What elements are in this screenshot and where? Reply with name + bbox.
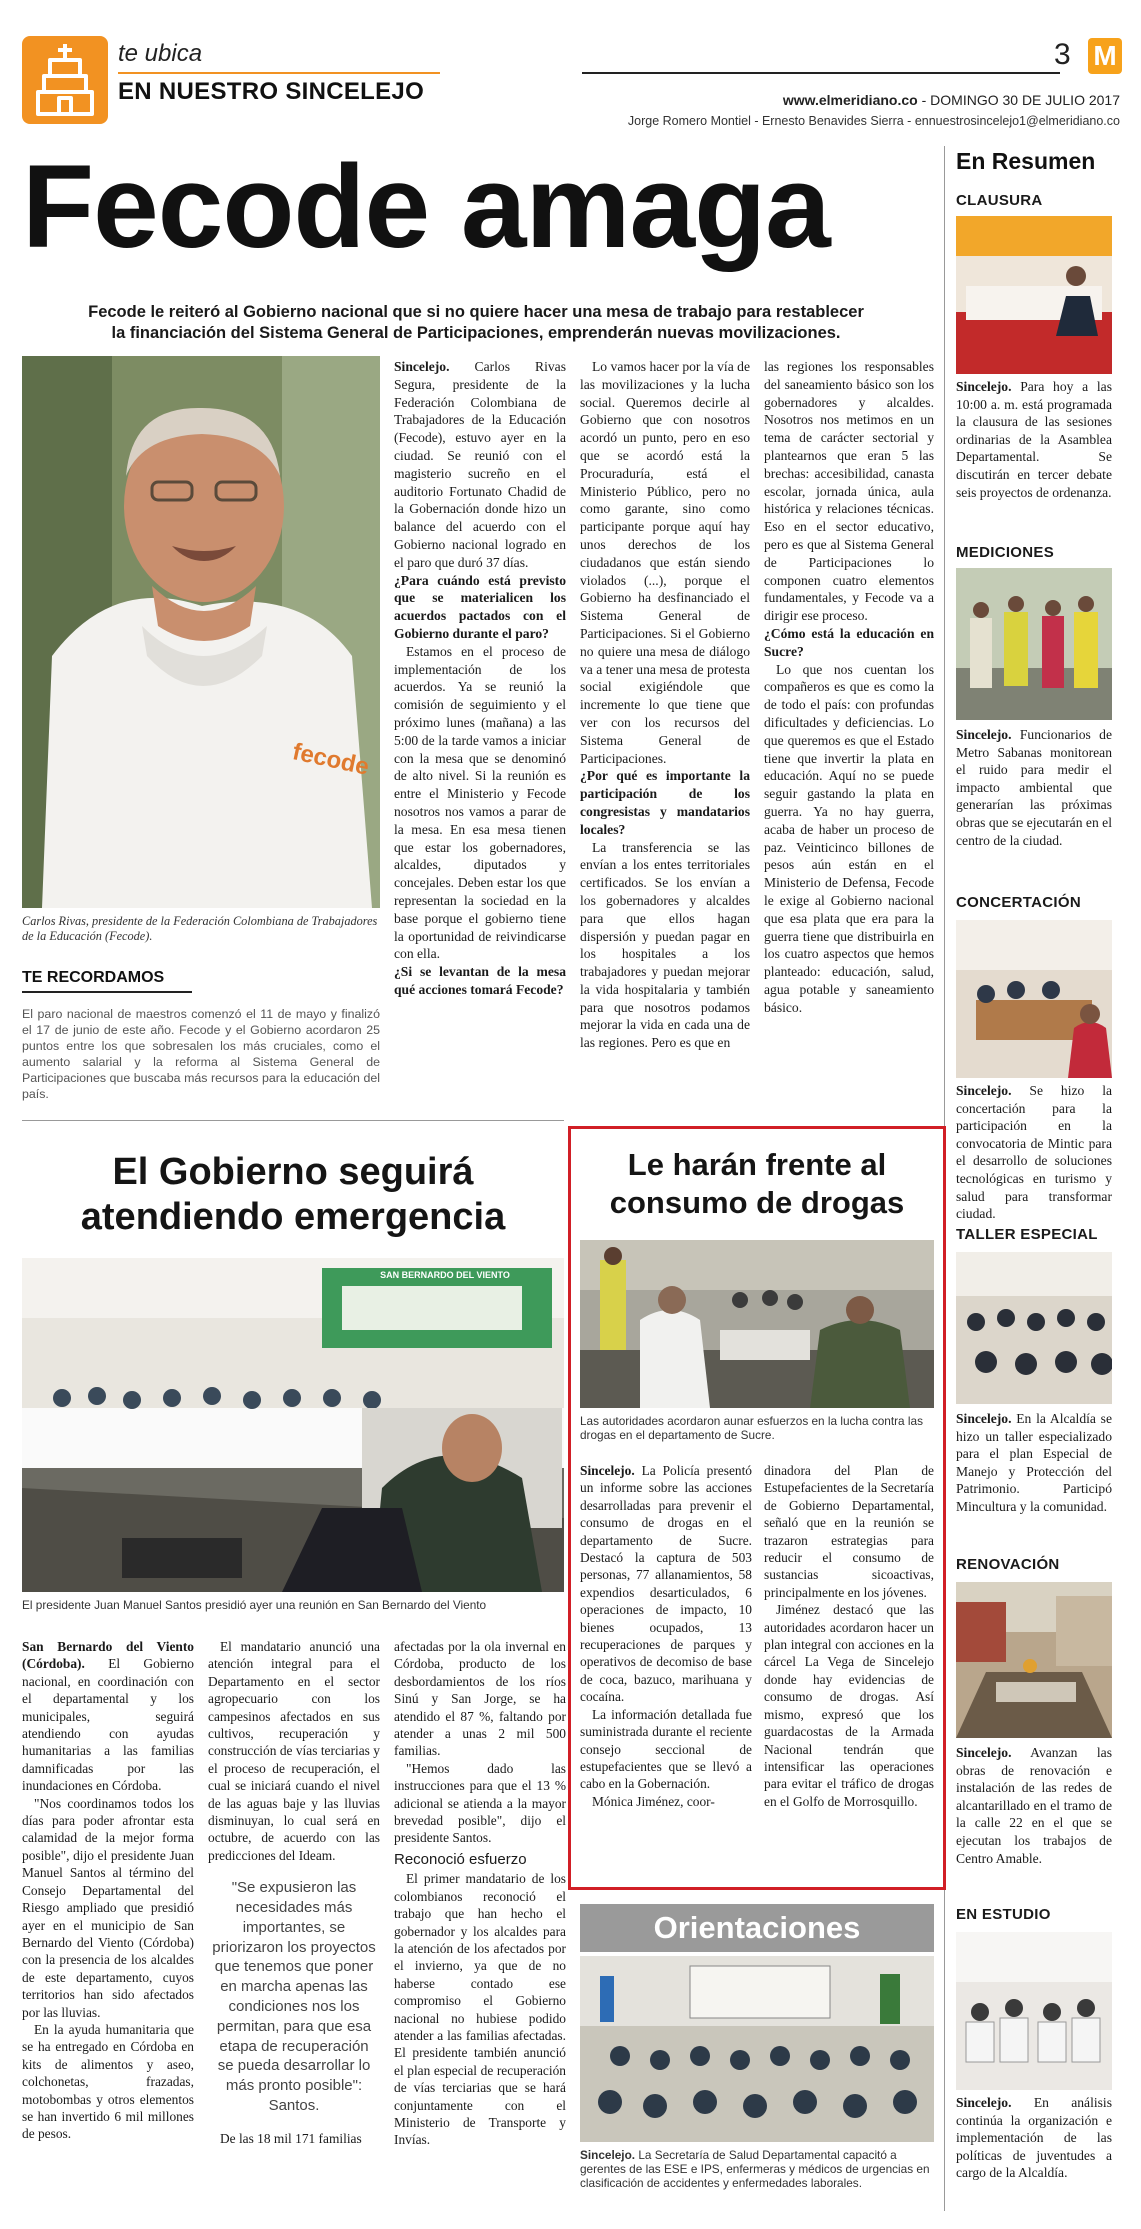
resumen-text-renovacion bbox=[956, 1744, 1112, 1867]
website-url[interactable]: www.elmeridiano.co bbox=[782, 92, 918, 108]
resumen-dateline: Sincelejo. bbox=[956, 1745, 1012, 1760]
main-col2-p2: La transferencia se las envían a los entes territoriales certificados. Se los envían a los gobernadores y alcaldes para que ellos hagan dispersión y puedan pagar en los hospitales a los trabajadores y puedan mejorar la vida hospitalaria y también para que nosotros podamos mejorar la vida en cada una de las regiones. Pero es que en bbox=[580, 839, 750, 1051]
drogas-headline-line-1: Le harán frente al bbox=[627, 1147, 887, 1182]
resumen-body: Se hizo la concertación para la participación en la convocatoria de Mintic para el desarrollo de soluciones tecnológicas en turismo y salud para transformar ciudad. bbox=[956, 1083, 1113, 1222]
gobierno-col1-p1: El Gobierno nacional, en coordinación con el departamental y los municipales, seguirá atendiendo con ayudas humanitarias a las familias damnificadas por las inundaciones en Córdoba. bbox=[22, 1656, 194, 1794]
main-col-3 bbox=[764, 358, 934, 1016]
gobierno-dateline: San Bernardo del Viento (Córdoba). bbox=[22, 1639, 194, 1672]
gobierno-col3-p2: "Hemos dado las instrucciones para que el 13 % adicional se atienda a la mayor brevedad posible", dijo el presidente Santos. bbox=[394, 1760, 566, 1846]
paper-logo: M bbox=[1088, 38, 1122, 74]
church-icon bbox=[22, 36, 108, 124]
resumen-body: Funcionarios de Metro Sabanas monitorean el ruido para medir el impacto ambiental que generarían las próximas obras que se ejecutarán en el centro de la ciudad. bbox=[956, 727, 1112, 848]
resumen-photo-taller bbox=[956, 1252, 1112, 1404]
resumen-body: Para hoy a las 10:00 a. m. está programada la clausura de las sesiones ordinarias de la Asamblea Departamental. Se discutirán en tercer debate seis proyectos de ordenanza. bbox=[956, 379, 1112, 500]
drogas-col-2 bbox=[764, 1462, 934, 1810]
resumen-text-mediciones bbox=[956, 726, 1112, 849]
gobierno-photo bbox=[22, 1258, 564, 1592]
gobierno-col-1 bbox=[22, 1638, 194, 2143]
orientaciones-photo bbox=[580, 1956, 934, 2142]
main-col2-p1: Lo vamos hacer por la vía de las movilizaciones y la lucha social. Queremos decirle al Gobierno que con nosotros acordó un punto, pero en eso que se acordó está la Procuraduría, está el Ministerio Público, pero no como garante, sino como participante porque aquí hay unos derechos de los ciudadanos que están siendo violados (...), porque el Gobierno ha desfinanciado el Sistema General de Participaciones. Si el Gobierno no quiere una mesa de diálogo va a tener una mesa de protesta social exigiéndole que incremente lo que tiene que ver con los recursos del Sistema General de Participaciones. bbox=[580, 359, 750, 766]
recordamos-rule bbox=[22, 991, 192, 993]
orientaciones-caption bbox=[580, 2148, 934, 2190]
main-col1-p1: Carlos Rivas Segura, presidente de la Federación Colombiana de Trabajadores de la Educación (Fecode), estuvo ayer en la ciudad. Se reunió con el magisterio sucreño en el auditorio Fortunato Chadid de la Gobernación donde hizo un balance del acuerdo con el Gobierno nacional logrado en el paro que duró 37 días. bbox=[394, 359, 566, 570]
resumen-head-clausura: CLAUSURA bbox=[956, 192, 1043, 209]
kicker-rule bbox=[118, 72, 440, 74]
gobierno-col3-p1: afectadas por la ola invernal en Córdoba, producto de los desbordamientos de los ríos Sinú y San Jorge, se ha atendido el 87 %, faltando por atender a unas 2 mil 500 familias. bbox=[394, 1639, 566, 1759]
main-question-1: ¿Para cuándo está previsto que se materialicen los acuerdos pactados con el Gobierno durante el paro? bbox=[394, 572, 566, 641]
gobierno-headline-line-2: atendiendo emergencia bbox=[80, 1196, 506, 1238]
main-deck bbox=[22, 302, 930, 344]
resumen-text-estudio bbox=[956, 2094, 1112, 2182]
main-dateline: Sincelejo. bbox=[394, 359, 450, 374]
issue-date: DOMINGO 30 DE JULIO 2017 bbox=[930, 92, 1120, 108]
main-headline: Fecode amaga bbox=[22, 141, 830, 273]
orientaciones-dateline: Sincelejo. bbox=[580, 2148, 636, 2162]
resumen-head-estudio: EN ESTUDIO bbox=[956, 1906, 1051, 1923]
resumen-dateline: Sincelejo. bbox=[956, 379, 1012, 394]
drogas-col2-p2: Jiménez destacó que las autoridades acordaron hacer un plan integral con acciones en la cárcel La Vega de Sincelejo donde hay evidencias de consumo de drogas. Así mismo, expresó que los guardacostas de la Armada Nacional tendrán que intensificar las operaciones para evitar el tráfico de drogas en el Golfo de Morrosquillo. bbox=[764, 1602, 934, 1809]
page-number: 3 bbox=[1054, 38, 1071, 71]
deck-line-2: la financiación del Sistema General de Participaciones, emprenderán nuevas movilizaciones. bbox=[111, 324, 841, 342]
resumen-text-concertacion bbox=[956, 1082, 1112, 1223]
gobierno-headline bbox=[22, 1150, 564, 1240]
resumen-dateline: Sincelejo. bbox=[956, 1083, 1012, 1098]
resumen-photo-renovacion bbox=[956, 1582, 1112, 1738]
main-question-3: ¿Por qué es importante la participación de los congresistas y mandatarios locales? bbox=[580, 768, 750, 837]
resumen-dateline: Sincelejo. bbox=[956, 1411, 1012, 1426]
gobierno-col-2 bbox=[208, 1638, 380, 2147]
resumen-photo-mediciones bbox=[956, 568, 1112, 720]
drogas-col1-p1: La Policía presentó un informe sobre las acciones desarrolladas para prevenir el consumo de drogas en el departamento de Sucre. Destacó la captura de 503 personas, 77 allanamientos, 58 expendios desarticulados, 6 operaciones de impacto, 10 bienes ocupados, 13 recuperaciones de parques y operativos de decomiso de base de coca, bazuco, marihuana y cocaína. bbox=[580, 1463, 752, 1705]
resumen-dateline: Sincelejo. bbox=[956, 2095, 1012, 2110]
main-question-4: ¿Cómo está la educación en Sucre? bbox=[764, 625, 934, 659]
resumen-body: En la Alcaldía se hizo un taller especializado para el plan Especial de Manejo y Protección del Patrimonio. Participó Mincultura y la comunidad. bbox=[956, 1411, 1112, 1514]
gobierno-photo-caption: El presidente Juan Manuel Santos presidió ayer una reunión en San Bernardo del Viento bbox=[22, 1598, 487, 1612]
gobierno-subhead: Reconoció esfuerzo bbox=[394, 1850, 527, 1868]
drogas-headline-line-2: consumo de drogas bbox=[609, 1185, 905, 1220]
gobierno-banner: SAN BERNARDO DEL VIENTO bbox=[380, 1270, 510, 1280]
section-kicker: te ubica bbox=[118, 40, 203, 67]
section-title: EN NUESTRO SINCELEJO bbox=[118, 78, 425, 105]
main-question-2: ¿Si se levantan de la mesa qué acciones tomará Fecode? bbox=[394, 964, 566, 997]
resumen-text-taller bbox=[956, 1410, 1112, 1516]
main-col-1 bbox=[394, 358, 566, 999]
resumen-head-mediciones: MEDICIONES bbox=[956, 544, 1055, 561]
drogas-col-1 bbox=[580, 1462, 752, 1810]
drogas-headline bbox=[580, 1146, 934, 1222]
masthead-rule bbox=[582, 72, 1060, 74]
main-col3-p1: las regiones los responsables del saneamiento básico son los gobernadores y alcaldes. Nosotros nos metimos en un tema de carácter sectorial y plantearnos que eran 5 las brechas: accesibilidad, canasta escolar, jornada única, aula histórica y relaciones técnicas. Eso en el sector educativo, pero es que al Sistema General de Participaciones lo componen cuatro elementos fundamentales, y Fecode va a dirigir ese proceso. bbox=[764, 359, 934, 624]
masthead-credits: Jorge Romero Montiel - Ernesto Benavides Sierra - ennuestrosincelejo1@elmeridiano.co bbox=[627, 114, 1120, 128]
section-logo bbox=[22, 36, 108, 124]
deck-line-1: Fecode le reiteró al Gobierno nacional que si no quiere hacer una mesa de trabajo para restablecer bbox=[88, 303, 864, 321]
drogas-col2-p1: dinadora del Plan de Estupefacientes de la Secretaría de Gobierno Departamental, señaló que en la reunión se trazaron estrategias para reducir el consumo de sustancias sicoactivas, principalmente en los jóvenes. bbox=[764, 1463, 934, 1600]
drogas-col1-p2: La información detallada fue suministrada durante el reciente consejo seccional de estupefacientes que se llevó a cabo en la Gobernación. bbox=[580, 1706, 752, 1792]
drogas-col1-p3: Mónica Jiménez, coor- bbox=[592, 1793, 715, 1809]
resumen-head-concertacion: CONCERTACIÓN bbox=[956, 894, 1081, 911]
resumen-head-renovacion: RENOVACIÓN bbox=[956, 1556, 1060, 1573]
drogas-dateline: Sincelejo. bbox=[580, 1463, 635, 1478]
masthead-dateline: www.elmeridiano.co - DOMINGO 30 DE JULIO 2017 bbox=[782, 92, 1120, 108]
recordamos-title: TE RECORDAMOS bbox=[22, 969, 165, 986]
gobierno-col3-p3: El primer mandatario de los colombianos reconoció el trabajo que han hecho el gobernador y los alcaldes para la atención de los afectados por el invierno, ya que de no haberse contado ese compromiso el Gobierno nacional no hubiese podido atender a las familias afectadas. El presidente también anunció el plan especial de recuperación de vías terciarias que se hará conjuntamente con el Ministerio de Transporte y Invías. bbox=[394, 1871, 566, 2148]
orientaciones-caption-text: La Secretaría de Salud Departamental capacitó a gerentes de las ESE e IPS, enfermeras y médicos de urgencias en clasificación de accidentes y enfermedades laborales. bbox=[580, 2148, 930, 2190]
main-col-2 bbox=[580, 358, 750, 1052]
drogas-photo-caption: Las autoridades acordaron aunar esfuerzos en la lucha contra las drogas en el departamento de Sucre. bbox=[580, 1414, 923, 1442]
resumen-body: En análisis continúa la organización e implementación de las políticas de juventudes a cargo de la Alcaldía. bbox=[956, 2095, 1112, 2181]
main-photo-caption: Carlos Rivas, presidente de la Federación Colombiana de Trabajadores de la Educación (Fecode). bbox=[22, 914, 378, 943]
section-divider bbox=[22, 1120, 564, 1121]
orientaciones-title: Orientaciones bbox=[580, 1904, 934, 1952]
resumen-title: En Resumen bbox=[956, 148, 1096, 174]
resumen-photo-estudio bbox=[956, 1932, 1112, 2090]
resumen-body: Avanzan las obras de renovación e instalación de las redes de alcantarillado en el tramo de la calle 22 en el que se ejecutan los trabajos de Centro Amable. bbox=[956, 1745, 1112, 1866]
gobierno-col-3 bbox=[394, 1638, 566, 2149]
gobierno-headline-line-1: El Gobierno seguirá bbox=[112, 1151, 474, 1193]
resumen-head-taller: TALLER ESPECIAL bbox=[956, 1226, 1098, 1243]
main-col1-p2: Estamos en el proceso de implementación de los acuerdos. Ya se reunió la comisión de seguimiento y el próximo lunes (mañana) a las 5:00 de la tarde vamos a iniciar con la mesa que se denominó de alto nivel. Si la reunión es entre el Ministerio y Fecode nosotros nos vamos a parar de la mesa. En esa mesa tienen que estar los gobernadores, alcaldes, diputados y concejales. Deben estar los que representan la sociedad en la base porque el gobierno tiene la oportunidad de reivindicarse con ella. bbox=[394, 643, 566, 962]
shirt-logo: fecode bbox=[290, 738, 372, 781]
gobierno-pullquote: "Se expusieron las necesidades más importantes, se priorizaron los proyectos que tenemos que poner en marcha apenas las condiciones nos los permitan, para que esa etapa de recuperación se pueda desarrollar lo más pronto posible": Santos. bbox=[212, 1879, 376, 2115]
resumen-photo-clausura bbox=[956, 216, 1112, 374]
gobierno-col2-p1: El mandatario anunció una atención integral para el Departamento en el sector agropecuario con los campesinos afectados en sus cultivos, recuperación y construcción de vías terciarias y el proceso de recuperación, el cual se iniciará cuando el nivel de las aguas baje y las lluvias disminuyan, lo cual será en octubre, de acuerdo con las predicciones del Ideam. bbox=[208, 1639, 380, 1863]
gobierno-col2-p2: De las 18 mil 171 familias bbox=[220, 2130, 362, 2146]
gobierno-col1-p3: En la ayuda humanitaria que se ha entregado en Córdoba en kits de alimentos y aseo, colchonetas, frazadas, motobombas y otros elementos se han invertido 6 mil millones de pesos. bbox=[22, 2021, 194, 2142]
gobierno-col1-p2: "Nos coordinamos todos los días para poder afrontar esta calamidad de la mejor forma posible", dijo el presidente Juan Manuel Santos al término del Consejo Departamental del Riesgo ampliado que presidió ayer en el municipio de San Bernardo del Viento (Córdoba) con la presencia de los alcaldes de este departamento, cuyos territorios han sido afectados por las lluvias. bbox=[22, 1795, 194, 2020]
resumen-dateline: Sincelejo. bbox=[956, 727, 1012, 742]
drogas-photo bbox=[580, 1240, 934, 1408]
resumen-photo-concertacion bbox=[956, 920, 1112, 1078]
recordamos-text: El paro nacional de maestros comenzó el 11 de mayo y finalizó el 17 de junio de este año. Fecode y el Gobierno acordaron 25 puntos entre los que sobresalen los más cruciales, como el aumento salarial y la reforma al Sistema General de Participaciones que buscaba más recursos para la educación del país. bbox=[22, 1007, 380, 1101]
resumen-text-clausura bbox=[956, 378, 1112, 501]
main-col3-p2: Lo que nos cuentan los compañeros es que es como la de todo el país: con profundas dificultades y deficiencias. Lo que queremos es que el Estado tiene que invertir la plata en educación. Aquí no se puede seguir gastando la plata en guerra. Ya no hay guerra, acaba de haber un proceso de paz. Veinticinco billones de pesos aún están en el Ministerio de Defensa, Fecode le exige al Gobierno nacional que esa plata que era para la guerra tiene que distribuirla en los cuatro aspectos que hemos planteado: educación, salud, agua potable y saneamiento básico. bbox=[764, 661, 934, 1015]
main-photo bbox=[22, 356, 380, 908]
